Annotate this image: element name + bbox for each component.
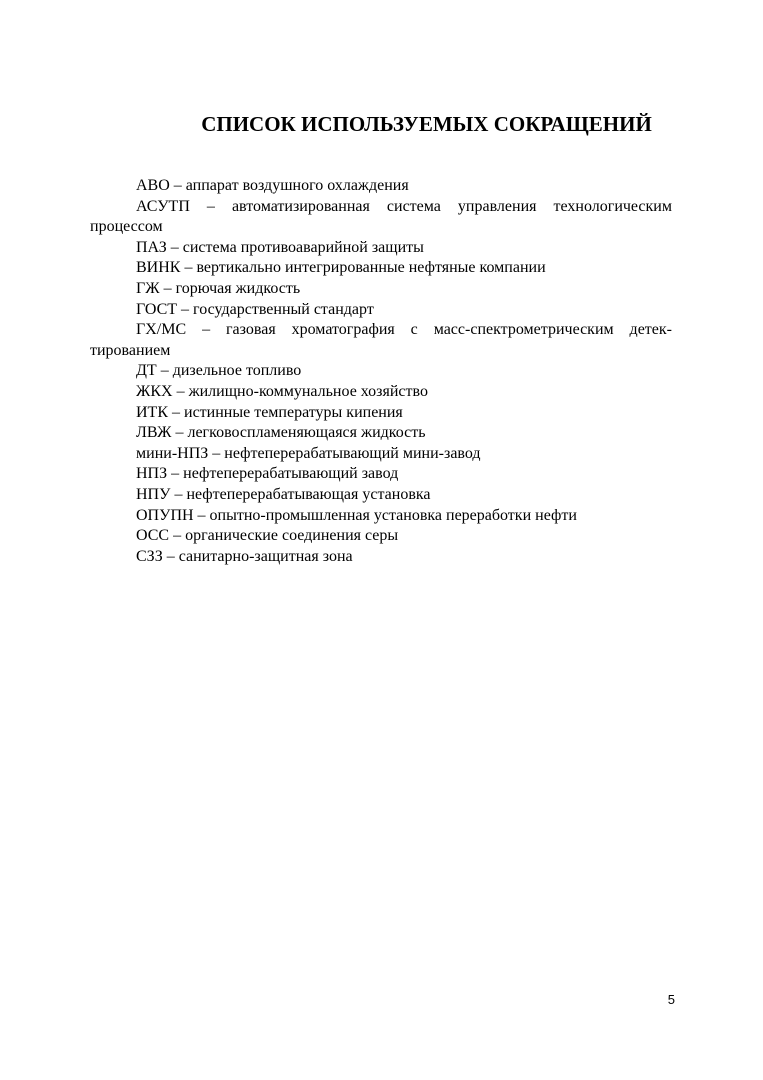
abbreviation-entry: ГХ/МС – газовая хроматография с масс-спектрометрическим детек-тированием — [90, 321, 672, 359]
page-title: СПИСОК ИСПОЛЬЗУЕМЫХ СОКРАЩЕНИЙ — [201, 112, 652, 136]
abbreviation-entry: ИТК – истинные температуры кипения — [136, 403, 403, 421]
page-number: 5 — [667, 992, 675, 1007]
abbreviation-entry: ОСС – органические соединения серы — [136, 527, 399, 545]
abbreviation-entry: НПЗ – нефтеперерабатывающий завод — [136, 465, 399, 483]
abbreviation-entry: ГЖ – горючая жидкость — [136, 279, 301, 297]
abbreviation-entry: ВИНК – вертикально интегрированные нефтяные компании — [136, 259, 546, 277]
abbreviation-entry: ЖКХ – жилищно-коммунальное хозяйство — [136, 382, 428, 400]
abbreviation-entry: ОПУПН – опытно-промышленная установка переработки нефти — [136, 506, 577, 524]
abbreviation-entry: ПАЗ – система противоаварийной защиты — [136, 238, 424, 256]
abbreviation-entry: ЛВЖ – легковоспламеняющаяся жидкость — [136, 424, 426, 442]
abbreviation-entry: мини-НПЗ – нефтеперерабатывающий мини-завод — [136, 444, 481, 462]
abbreviation-entry: НПУ – нефтеперерабатывающая установка — [136, 485, 431, 503]
abbreviation-entry: СЗЗ – санитарно-защитная зона — [136, 547, 353, 565]
abbreviation-entry: АВО – аппарат воздушного охлаждения — [136, 177, 409, 194]
abbreviation-entry: ДТ – дизельное топливо — [136, 362, 302, 380]
abbreviation-entry: ГОСТ – государственный стандарт — [136, 300, 374, 318]
abbreviation-list — [90, 176, 672, 567]
abbreviation-entry: АСУТП – автоматизированная система управления технологическим процессом — [90, 197, 672, 236]
